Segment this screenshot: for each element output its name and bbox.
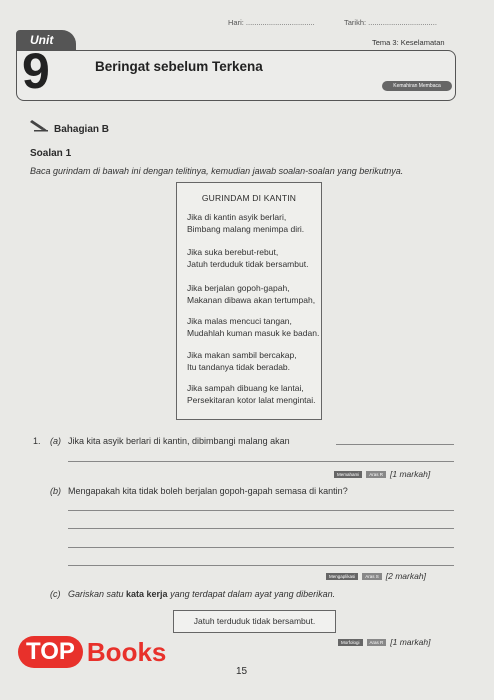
marks-label: [2 markah] bbox=[385, 571, 426, 581]
aras-tag: Aras S bbox=[362, 573, 382, 580]
poem-line: Jika berjalan gopoh-gapah, bbox=[187, 283, 290, 293]
unit-tab: Unit bbox=[16, 30, 76, 50]
poem-stanza bbox=[187, 211, 304, 235]
unit-header-box bbox=[16, 50, 456, 101]
question-c-text bbox=[68, 589, 335, 599]
marks-label: [1 markah] bbox=[390, 637, 431, 647]
question-c-label: (c) bbox=[50, 589, 61, 599]
answer-line-b4[interactable] bbox=[68, 565, 454, 566]
skill-tag: Memahami bbox=[334, 471, 362, 478]
section-title: Bahagian B bbox=[54, 124, 110, 135]
poem-line: Mudahlah kuman masuk ke badan. bbox=[187, 328, 320, 338]
question-c-text-pre: Gariskan satu bbox=[68, 589, 127, 599]
skill-tag: Mengaplikasi bbox=[326, 573, 358, 580]
poem-line: Persekitaran kotor lalat mengintai. bbox=[187, 395, 316, 405]
question-a-text: Jika kita asyik berlari di kantin, dibimbangi malang akan bbox=[68, 436, 290, 446]
question-b-text: Mengapakah kita tidak boleh berjalan gopoh-gapah semasa di kantin? bbox=[68, 486, 348, 496]
question-c-text-post: yang terdapat dalam ayat yang diberikan. bbox=[167, 589, 336, 599]
answer-line-a2[interactable] bbox=[68, 461, 454, 462]
question-title: Soalan 1 bbox=[30, 148, 72, 159]
answer-line-b1[interactable] bbox=[68, 510, 454, 511]
sentence-box[interactable]: Jatuh terduduk tidak bersambut. bbox=[173, 610, 336, 633]
marks-label: [1 markah] bbox=[390, 469, 431, 479]
answer-line-b3[interactable] bbox=[68, 547, 454, 548]
tema-label: Tema 3: Keselamatan bbox=[372, 38, 445, 47]
answer-line-b2[interactable] bbox=[68, 528, 454, 529]
aras-tag: Aras R bbox=[366, 471, 386, 478]
marks-row-a bbox=[334, 469, 430, 479]
poem-stanza bbox=[187, 315, 319, 339]
skill-badge: Kemahiran Membaca bbox=[382, 81, 452, 91]
poem-stanza bbox=[187, 246, 308, 270]
poem-stanza bbox=[187, 282, 315, 306]
poem-title: GURINDAM DI KANTIN bbox=[201, 193, 297, 203]
poem-line: Itu tandanya tidak beradab. bbox=[187, 362, 291, 372]
poem-line: Jika malas mencuci tangan, bbox=[187, 316, 292, 326]
question-a-label: (a) bbox=[50, 436, 61, 446]
tarikh-label: Tarikh: ................................. bbox=[344, 18, 437, 27]
poem-line: Jika makan sambil bercakap, bbox=[187, 350, 297, 360]
marks-row-c bbox=[338, 637, 430, 647]
logo-books-text: Books bbox=[86, 636, 167, 667]
instruction-text: Baca gurindam di bawah ini dengan telitinya, kemudian jawab soalan-soalan yang berikutnya. bbox=[30, 166, 404, 176]
page-number: 15 bbox=[236, 666, 248, 677]
poem-line: Bimbang malang menimpa diri. bbox=[187, 224, 305, 234]
poem-line: Jika di kantin asyik berlari, bbox=[187, 212, 287, 222]
unit-title: Beringat sebelum Terkena bbox=[95, 59, 263, 74]
poem-line: Jika suka berebut-rebut, bbox=[187, 247, 279, 257]
poem-stanza bbox=[187, 382, 316, 406]
marks-row-b bbox=[326, 571, 426, 581]
question-c-keyword: kata kerja bbox=[126, 589, 168, 599]
poem-line: Jika sampah dibuang ke lantai, bbox=[187, 383, 304, 393]
pencil-icon bbox=[30, 118, 50, 132]
topbooks-logo bbox=[18, 636, 166, 668]
poem-line: Jatuh terduduk tidak bersambut. bbox=[187, 259, 309, 269]
poem-line: Makanan dibawa akan tertumpah, bbox=[187, 295, 316, 305]
aras-tag: Aras R bbox=[367, 639, 387, 646]
logo-top-text: TOP bbox=[18, 636, 83, 668]
answer-line-a1[interactable] bbox=[336, 444, 454, 445]
poem-stanza bbox=[187, 349, 297, 373]
unit-number: 9 bbox=[22, 43, 50, 99]
question-b-label: (b) bbox=[50, 486, 61, 496]
question-number: 1. bbox=[33, 436, 41, 446]
hari-label: Hari: ................................. bbox=[228, 18, 315, 27]
skill-tag: Morfologi bbox=[338, 639, 363, 646]
